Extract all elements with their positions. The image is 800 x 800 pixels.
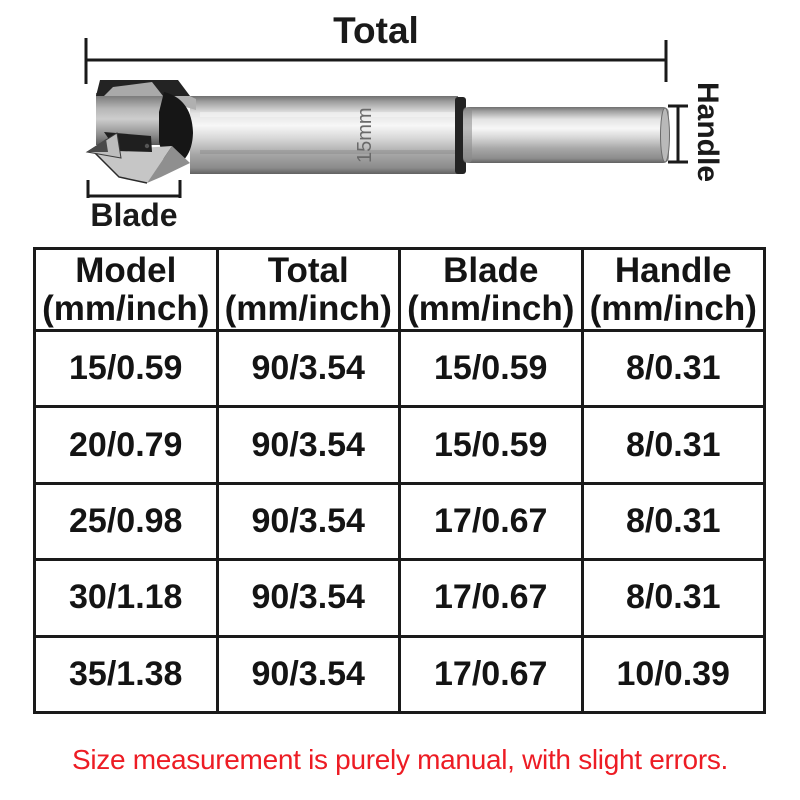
table-header-cell-model: [35, 249, 218, 331]
header-label: Total: [267, 250, 349, 290]
drill-shaft: [190, 96, 458, 174]
table-row: [35, 331, 765, 407]
drill-head: [87, 80, 196, 183]
table-cell: 90/3.54: [217, 331, 400, 407]
table-cell: 15/0.59: [35, 331, 218, 407]
table-cell: 17/0.67: [400, 483, 583, 559]
table-cell: 15/0.59: [400, 407, 583, 483]
table-cell: 8/0.31: [582, 407, 765, 483]
table-cell: 17/0.67: [400, 636, 583, 712]
header-label: Model: [75, 250, 177, 290]
handle-dimension-line: [668, 106, 688, 162]
header-unit: (mm/inch): [589, 288, 757, 328]
total-label: Total: [333, 10, 419, 51]
table-cell: 8/0.31: [582, 560, 765, 636]
table-cell: 90/3.54: [217, 636, 400, 712]
handle-label: Handle: [691, 82, 724, 183]
table-header-cell-handle: [582, 249, 765, 331]
spec-table: [33, 247, 766, 714]
blade-label: Blade: [90, 197, 178, 233]
table-header-row: [35, 249, 765, 331]
table-header-cell-total: [217, 249, 400, 331]
table-cell: 8/0.31: [582, 331, 765, 407]
header-unit: (mm/inch): [224, 288, 392, 328]
header-unit: (mm/inch): [42, 288, 210, 328]
table-cell: 35/1.38: [35, 636, 218, 712]
table-row: [35, 407, 765, 483]
header-unit: (mm/inch): [407, 288, 575, 328]
table-row: [35, 636, 765, 712]
drill-diagram: [0, 0, 800, 245]
table-cell: 15/0.59: [400, 331, 583, 407]
table-cell: 8/0.31: [582, 483, 765, 559]
blade-dimension-line: [88, 180, 180, 198]
drill-shank: [463, 107, 670, 163]
table-cell: 90/3.54: [217, 407, 400, 483]
header-label: Handle: [614, 250, 732, 290]
table-cell: 10/0.39: [582, 636, 765, 712]
table-cell: 20/0.79: [35, 407, 218, 483]
table-row: [35, 560, 765, 636]
table-header-cell-blade: [400, 249, 583, 331]
shaft-size-marking: 15mm: [354, 107, 376, 163]
table-row: [35, 483, 765, 559]
size-note: Size measurement is purely manual, with slight errors.: [71, 744, 729, 775]
table-cell: 90/3.54: [217, 483, 400, 559]
table-cell: 30/1.18: [35, 560, 218, 636]
table-cell: 25/0.98: [35, 483, 218, 559]
table-cell: 90/3.54: [217, 560, 400, 636]
table-cell: 17/0.67: [400, 560, 583, 636]
header-label: Blade: [443, 250, 539, 290]
